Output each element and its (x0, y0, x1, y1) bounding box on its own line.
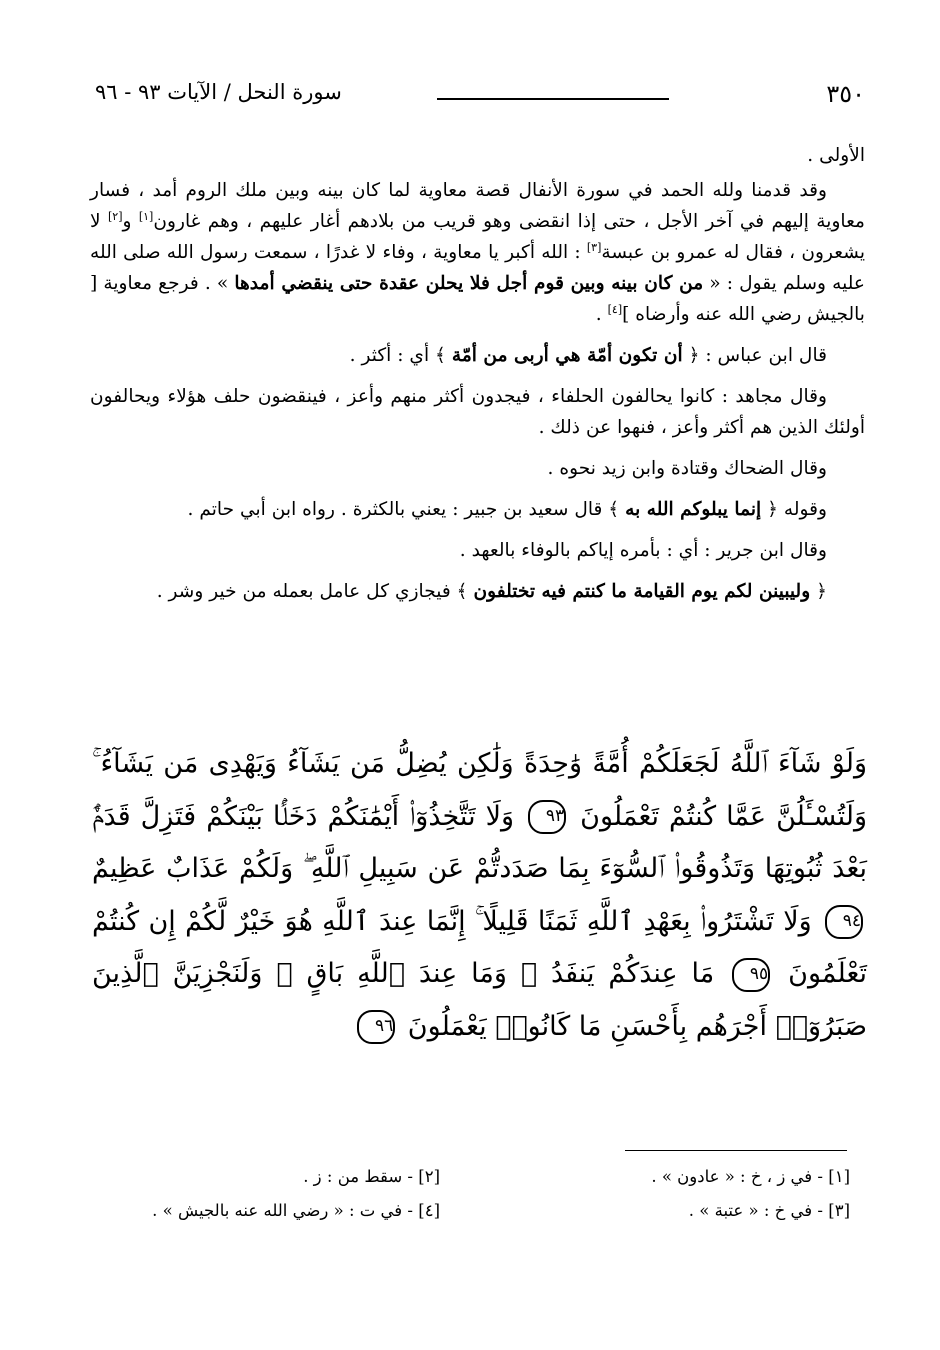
footnote-ref[interactable]: [٤] (607, 302, 623, 316)
verse-quote: أن تكون أمّة هي أربى من أمّة (451, 345, 683, 366)
verse-text: مَا عِندَكُمْ يَنفَدُ ۖ وَمَا عِندَ ٱللَّهِ بَاقٍ ۗ وَلَنَجْزِيَنَّ ٱلَّذِينَ صَبَرُوٓا۟ أَجْرَهُم بِأَحْسَنِ مَا كَانُوا۟ يَعْمَلُونَ (92, 958, 867, 1042)
paragraph-text: وقوله ﴿ (761, 499, 827, 520)
paragraph (90, 381, 865, 443)
ayah-number-marker: ٩٤ (825, 905, 863, 939)
paragraph (90, 140, 865, 171)
paragraph-text: ﴿ (810, 581, 827, 602)
running-head: سورة النحل / الآيات ٩٣ - ٩٦ (95, 80, 342, 104)
footnote-rule (625, 1150, 847, 1151)
paragraph-text: ﴾ قال سعيد بن جبير : يعني بالكثرة . رواه ابن أبي حاتم . (187, 499, 626, 520)
page-number: ٣٥٠ (826, 80, 865, 108)
paragraph (90, 535, 865, 566)
footnote-ref[interactable]: [٣] (586, 240, 602, 254)
footnote: [٣] - في خ : « عتبة » . (688, 1201, 850, 1220)
paragraph-text: » . فرجع معاوية [ بالجيش رضي الله عنه وأرضاه ] (90, 273, 865, 325)
paragraph-text: . (595, 304, 608, 325)
paragraph-text: و (122, 211, 139, 232)
ayah-number-marker: ٩٣ (528, 800, 566, 834)
footnote: [٤] - في ت : « رضي الله عنه بالجيش » . (152, 1201, 440, 1220)
ayah-number-marker: ٩٦ (357, 1010, 395, 1044)
commentary-text (90, 140, 865, 617)
paragraph-text: وقد قدمنا ولله الحمد في سورة الأنفال قصة معاوية لما كان بينه وبين ملك الروم أمد ، فسار معاوية إليهم في آخر الأجل ، حتى إذا انقضى وهو قريب من بلادهم أغار عليهم ، وهم غارون (90, 180, 866, 232)
footnote-ref[interactable]: [٢] (107, 209, 123, 223)
paragraph-text: : الله أكبر يا معاوية ، وفاء لا غدرًا ، سمعت رسول الله صلى الله عليه وسلم يقول : « (90, 242, 865, 294)
paragraph-text: ﴾ أي : أكثر . (349, 345, 452, 366)
verse-text: وَلَا تَتَّخِذُوٓا۟ أَيْمَٰنَكُمْ دَخَلًۢا بَيْنَكُمْ فَتَزِلَّ قَدَمٌۢ بَعْدَ ثُبُوتِهَا وَتَذُوقُوا۟ ٱلسُّوٓءَ بِمَا صَدَدتُّمْ عَن سَبِيلِ ٱللَّهِ ۖ وَلَكُمْ عَذَابٌ عَظِيمٌ (92, 800, 867, 884)
paragraph-text: ﴾ فيجازي كل عامل بعمله من خير وشر . (156, 581, 474, 602)
footnote: [٢] - سقط من : ز . (303, 1167, 440, 1186)
paragraph-text: وقال مجاهد : كانوا يحالفون الحلفاء ، فيجدون أكثر منهم وأعز ، فينقضون حلف هؤلاء ويحالفون أولئك الذين هم أكثر وأعز ، فنهوا عن ذلك . (90, 386, 865, 438)
paragraph-text: لا يشعرون ، فقال له عمرو بن عبسة (90, 211, 865, 263)
ayah-number-marker: ٩٥ (732, 958, 770, 992)
header-rule (437, 98, 669, 100)
verse-text: وَلَا تَشْتَرُوا۟ بِعَهْدِ ٱللَّهِ ثَمَنًا قَلِيلًا ۚ إِنَّمَا عِندَ ٱللَّهِ هُوَ خَيْرٌ لَّكُمْ إِن كُنتُمْ تَعْلَمُونَ (92, 905, 867, 989)
paragraph (90, 494, 865, 525)
paragraph-text: الأولى . (807, 145, 865, 166)
paragraph (90, 576, 865, 607)
verse-text: وَلَوْ شَآءَ ٱللَّهُ لَجَعَلَكُمْ أُمَّةً وَٰحِدَةً وَلَٰكِن يُضِلُّ مَن يَشَآءُ وَيَهْدِى مَن يَشَآءُ ۚ وَلَتُسْـَٔلُنَّ عَمَّا كُنتُمْ تَعْمَلُونَ (92, 748, 868, 832)
paragraph (90, 175, 865, 330)
page-header (95, 80, 865, 120)
quran-verses (92, 738, 867, 1053)
paragraph-text: وقال الضحاك وقتادة وابن زيد نحوه . (547, 458, 827, 479)
paragraph (90, 453, 865, 484)
footnote-ref[interactable]: [١] (138, 209, 154, 223)
hadith-text: من كان بينه وبين قوم أجل فلا يحلن عقدة حتى ينقضي أمدها (234, 273, 704, 294)
paragraph-text: قال ابن عباس : ﴿ (682, 345, 827, 366)
footnote: [١] - في ز ، خ : « عادون » . (651, 1167, 850, 1186)
paragraph (90, 340, 865, 371)
paragraph-text: وقال ابن جرير : أي : بأمره إياكم بالوفاء بالعهد . (459, 540, 827, 561)
verse-quote: وليبينن لكم يوم القيامة ما كنتم فيه تختلفون (473, 581, 811, 602)
verse-quote: إنما يبلوكم الله به (625, 499, 762, 520)
